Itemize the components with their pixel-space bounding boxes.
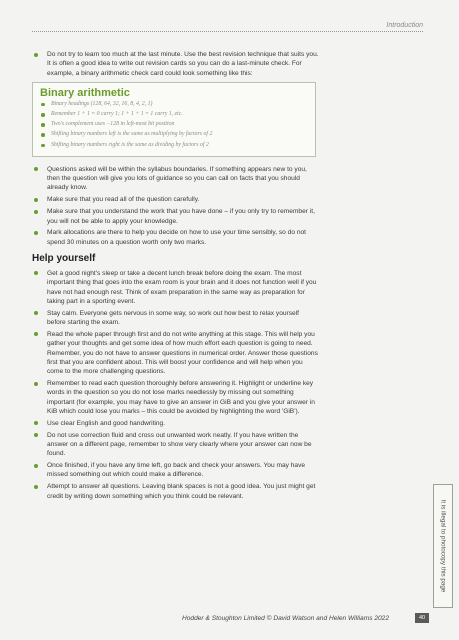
bullet-icon bbox=[34, 485, 38, 489]
list-item bbox=[32, 431, 412, 459]
bullet-icon bbox=[41, 123, 45, 127]
list-item bbox=[32, 269, 412, 306]
list-item-text: Mark allocations are there to help you decide on how to use your time sensibly, so do not spend 30 minutes on a question worth only two marks. bbox=[47, 229, 307, 246]
list-item bbox=[32, 207, 412, 226]
card-item-text: Remember 1 + 1 = 0 carry 1; 1 + 1 + 1 = 1 carry 1, etc. bbox=[51, 111, 183, 118]
list-item bbox=[32, 195, 412, 204]
card-item bbox=[40, 101, 310, 109]
card-item-text: Binary headings (128, 64, 32, 16, 8, 4, 2, 1) bbox=[51, 100, 153, 107]
list-item-text: Make sure that you understand the work that you have done – if you only try to remember it, you will not be able to apply your knowledge. bbox=[47, 208, 315, 225]
bullet-icon bbox=[34, 311, 38, 315]
list-item bbox=[32, 461, 412, 480]
bullet-icon bbox=[34, 332, 38, 336]
card-title: Binary arithmetic bbox=[40, 86, 130, 99]
list-item-text: Once finished, if you have any time left, go back and check your answers. You may have missed something out which could make a difference. bbox=[47, 462, 306, 479]
bullet-icon bbox=[41, 113, 45, 117]
list-item bbox=[32, 165, 412, 193]
bullet-icon bbox=[34, 210, 38, 214]
list-item bbox=[32, 50, 412, 78]
card-item-text: Shifting binary numbers right is the same as dividing by factors of 2 bbox=[51, 141, 209, 148]
list-item bbox=[32, 419, 412, 428]
list-item-text: Make sure that you read all of the question carefully. bbox=[47, 196, 200, 204]
bullet-icon bbox=[34, 53, 38, 57]
bullet-icon bbox=[34, 433, 38, 437]
main-content bbox=[32, 50, 412, 504]
list-item-text: Attempt to answer all questions. Leaving blank spaces is not a good idea. You just might get credit by writing down something which you think could be relevant. bbox=[47, 483, 316, 500]
bullet-icon bbox=[34, 167, 38, 171]
card-item bbox=[40, 131, 310, 139]
list-item-text: Read the whole paper through first and do not write anything at this stage. This will help you gather your thoughts and get some idea of how much effort each question is going to need. Remember, you do not have to answer questions in numerical order. Answer those questions first that you are confident about. This will boost your confidence and will help when you come to the more challenging questions. bbox=[47, 330, 318, 376]
list-item bbox=[32, 379, 412, 416]
side-tab-text: It is illegal to photocopy this page bbox=[439, 499, 447, 593]
card-item bbox=[40, 121, 310, 129]
list-item-text: Questions asked will be within the syllabus boundaries. If something appears new to you, then the question will give you lots of guidance so you can call on facts that you should already know. bbox=[47, 165, 307, 192]
footer-copyright: Hodder & Stoughton Limited © David Watson and Helen Williams 2022 bbox=[182, 615, 389, 622]
section-heading: Help yourself bbox=[32, 252, 96, 264]
list-item-text: Do not use correction fluid and cross out unwanted work neatly. If you have written the answer on a different page, remember to show very clearly where your answer can now be found. bbox=[47, 431, 312, 458]
bullet-icon bbox=[34, 271, 38, 275]
list-item bbox=[32, 228, 412, 247]
card-item-text: Shifting binary numbers left is the same as multiplying by factors of 2 bbox=[51, 131, 213, 138]
bullet-icon bbox=[34, 198, 38, 202]
bullet-icon bbox=[41, 103, 45, 107]
card-item bbox=[40, 142, 310, 150]
page-number: 40 bbox=[415, 613, 429, 623]
list-item bbox=[32, 309, 412, 328]
bullet-icon bbox=[41, 133, 45, 137]
list-item-text: Stay calm. Everyone gets nervous in some way, so work out how best to relax yourself before starting the exam. bbox=[47, 309, 300, 327]
copyright-side-tab bbox=[433, 484, 453, 608]
bullet-icon bbox=[34, 382, 38, 386]
list-item-text: Get a good night's sleep or take a decent lunch break before doing the exam. The most important thing that goes into the exam room is your brain and it does not function well if you have not had enough rest. Think of exam preparation in the same way as preparation for taking part in a sporting event. bbox=[47, 269, 317, 305]
list-item-text: Use clear English and good handwriting. bbox=[47, 419, 166, 427]
list-item bbox=[32, 482, 412, 501]
list-item-text: Do not try to learn too much at the last minute. Use the best revision technique that suits you. It is often a good idea to write out revision cards so you can do a last-minute check. For example, a binary arithmetic check card could look something like this: bbox=[47, 51, 319, 77]
bullet-icon bbox=[34, 464, 38, 468]
running-head: Introduction bbox=[386, 22, 423, 29]
list-item bbox=[32, 330, 412, 376]
revision-card bbox=[32, 82, 316, 157]
header-divider bbox=[32, 31, 423, 32]
bullet-icon bbox=[34, 231, 38, 235]
card-item-text: Two's complement uses −128 in left-most bit position bbox=[51, 121, 175, 128]
card-item bbox=[40, 111, 310, 119]
list-item-text: Remember to read each question thoroughly before answering it. Highlight or underline key words in the question so you do not lose marks needlessly by missing out something important (for example, you may have to give an answer in GiB and you give your answer in KiB which could lose you marks – this could be avoided by highlighting the word 'GiB'). bbox=[47, 380, 315, 415]
bullet-icon bbox=[41, 144, 45, 148]
bullet-icon bbox=[34, 421, 38, 425]
